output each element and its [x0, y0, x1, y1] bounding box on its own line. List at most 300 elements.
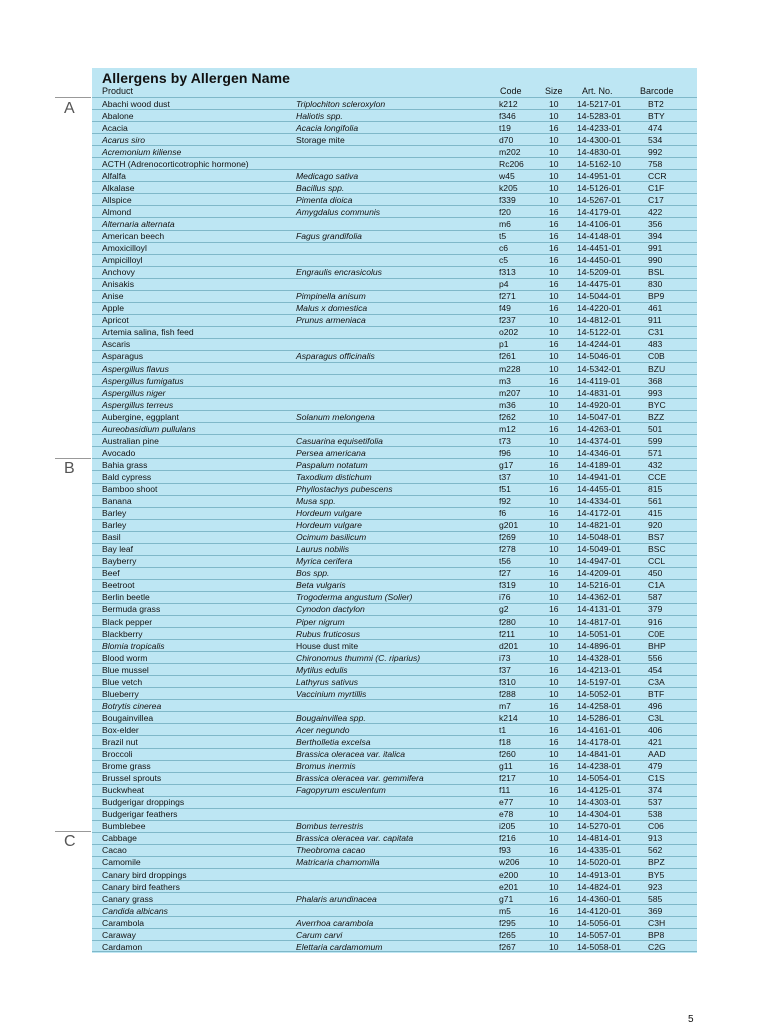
barcode: AAD: [648, 749, 666, 760]
allergen-name: Bougainvillea: [102, 712, 154, 723]
package-size: 10: [549, 399, 559, 410]
barcode: 538: [648, 809, 663, 820]
barcode: 571: [648, 447, 663, 458]
allergen-name: Bald cypress: [102, 471, 152, 482]
scientific-name: Carum carvi: [296, 929, 343, 940]
article-number: 14-4455-01: [577, 484, 621, 494]
allergen-code: e200: [499, 869, 519, 880]
article-number: 14-5057-01: [577, 929, 621, 940]
allergen-name: Broccoli: [102, 749, 133, 760]
package-size: 16: [549, 761, 559, 772]
package-size: 16: [549, 724, 559, 735]
scientific-name: Hordeum vulgare: [296, 520, 362, 531]
table-row: [92, 663, 697, 675]
allergen-table: [92, 97, 697, 952]
article-number: 14-4131-01: [577, 604, 621, 615]
allergen-name: ACTH (Adrenocorticotrophic hormone): [102, 158, 249, 169]
article-number: 14-4830-01: [577, 146, 621, 157]
allergen-name: Anisakis: [102, 279, 134, 290]
allergen-code: d70: [499, 134, 514, 145]
scientific-name: Pimenta dioica: [296, 194, 353, 205]
allergen-name: Alfalfa: [102, 170, 126, 181]
allergen-name: Bahia grass: [102, 459, 148, 470]
allergen-name: Acremonium kiliense: [102, 146, 182, 157]
scientific-name: Bougainvillea spp.: [296, 712, 366, 723]
allergen-code: k205: [499, 182, 518, 193]
allergen-code: d201: [499, 640, 519, 651]
article-number: 14-5054-01: [577, 773, 621, 784]
allergen-name: Canary bird feathers: [102, 881, 180, 892]
allergen-code: f313: [499, 267, 516, 278]
table-row: [92, 796, 697, 808]
article-number: 14-5056-01: [577, 917, 621, 928]
package-size: 10: [549, 773, 559, 784]
allergen-code: f93: [499, 845, 511, 856]
table-row: [92, 928, 697, 940]
table-row: [92, 266, 697, 278]
allergen-name: Carambola: [102, 917, 145, 928]
table-row: [92, 603, 697, 615]
scientific-name: Trogoderma angustum (Solier): [296, 592, 413, 603]
scientific-name: Brassica oleracea var. italica: [296, 749, 406, 760]
allergen-code: e201: [499, 881, 519, 892]
allergen-code: f310: [499, 676, 516, 687]
table-row: [92, 699, 697, 711]
barcode: 421: [648, 736, 663, 747]
allergen-name: Amoxicilloyl: [102, 243, 147, 254]
article-number: 14-5126-01: [577, 182, 621, 193]
allergen-name: Botrytis cinerea: [102, 700, 162, 711]
barcode: C0E: [648, 628, 665, 639]
allergen-name: Beetroot: [102, 580, 135, 591]
table-row: [92, 193, 697, 205]
allergen-name: Asparagus: [102, 351, 144, 362]
scientific-name: House dust mite: [296, 640, 359, 651]
section-divider-b: [55, 458, 91, 459]
package-size: 10: [549, 170, 559, 181]
allergen-name: Ampicilloyl: [102, 255, 143, 266]
barcode: C1S: [648, 773, 665, 784]
package-size: 10: [549, 110, 559, 121]
article-number: 14-5216-01: [577, 580, 621, 591]
package-size: 16: [549, 339, 559, 350]
allergen-code: t1: [499, 724, 507, 735]
article-number: 14-5044-01: [577, 291, 621, 302]
article-number: 14-4941-01: [577, 471, 621, 482]
allergen-code: m202: [499, 146, 521, 157]
allergen-code: g11: [499, 761, 513, 772]
allergen-name: Caraway: [102, 929, 136, 940]
package-size: 16: [549, 255, 559, 266]
table-row: [92, 470, 697, 482]
article-number: 14-4238-01: [577, 761, 621, 772]
table-row: [92, 579, 697, 591]
table-row: [92, 181, 697, 193]
header-art-no: Art. No.: [582, 86, 613, 96]
scientific-name: Elettaria cardamomum: [296, 941, 383, 952]
allergen-code: w206: [499, 857, 520, 868]
allergen-code: t19: [499, 122, 511, 133]
scientific-name: Piper nigrum: [296, 616, 345, 627]
barcode: 406: [648, 724, 663, 735]
barcode: 474: [648, 122, 663, 133]
barcode: 368: [648, 375, 663, 386]
barcode: 815: [648, 484, 663, 494]
allergen-name: Canary bird droppings: [102, 869, 187, 880]
table-row: [92, 326, 697, 338]
scientific-name: Vaccinium myrtillis: [296, 688, 367, 699]
allergen-code: i73: [499, 652, 511, 663]
article-number: 14-4951-01: [577, 170, 621, 181]
scientific-name: Persea americana: [296, 447, 366, 458]
package-size: 16: [549, 568, 559, 579]
article-number: 14-5197-01: [577, 676, 621, 687]
allergen-name: Anchovy: [102, 267, 135, 278]
article-number: 14-4148-01: [577, 231, 621, 242]
article-number: 14-4947-01: [577, 556, 621, 567]
allergen-name: Bay leaf: [102, 544, 134, 555]
barcode: 394: [648, 231, 663, 242]
barcode: 374: [648, 785, 663, 796]
allergen-name: Canary grass: [102, 893, 154, 904]
allergen-code: g2: [499, 604, 509, 615]
package-size: 10: [549, 532, 559, 543]
table-row: [92, 760, 697, 772]
package-size: 10: [549, 821, 559, 832]
package-size: 10: [549, 676, 559, 687]
allergen-code: k214: [499, 712, 518, 723]
package-size: 10: [549, 267, 559, 278]
table-row: [92, 711, 697, 723]
scientific-name: Fagus grandifolia: [296, 231, 362, 242]
barcode: 993: [648, 387, 663, 398]
allergen-code: i76: [499, 592, 511, 603]
table-row: [92, 314, 697, 326]
package-size: 16: [549, 736, 559, 747]
package-size: 16: [549, 484, 559, 494]
barcode: C3H: [648, 917, 666, 928]
allergen-code: f265: [499, 929, 516, 940]
allergen-code: p1: [499, 339, 509, 350]
barcode: 561: [648, 496, 663, 507]
package-size: 10: [549, 411, 559, 422]
table-row: [92, 133, 697, 145]
scientific-name: Bacillus spp.: [296, 182, 345, 193]
allergen-code: m228: [499, 363, 521, 374]
package-size: 10: [549, 580, 559, 591]
barcode: 356: [648, 218, 663, 229]
table-row: [92, 507, 697, 519]
barcode: CCL: [648, 556, 666, 567]
article-number: 14-5267-01: [577, 194, 621, 205]
barcode: C1F: [648, 182, 665, 193]
allergen-name: Buckwheat: [102, 785, 145, 796]
table-row: [92, 290, 697, 302]
package-size: 10: [549, 640, 559, 651]
table-row: [92, 808, 697, 820]
allergen-code: t5: [499, 231, 507, 242]
package-size: 10: [549, 158, 559, 169]
allergen-name: Aureobasidium pullulans: [102, 423, 196, 434]
article-number: 14-5270-01: [577, 821, 621, 832]
table-row: [92, 531, 697, 543]
barcode: C17: [648, 194, 664, 205]
allergen-code: f295: [499, 917, 516, 928]
package-size: 16: [549, 664, 559, 675]
barcode: BTF: [648, 688, 665, 699]
article-number: 14-4244-01: [577, 339, 621, 350]
article-number: 14-4125-01: [577, 785, 621, 796]
barcode: 422: [648, 206, 663, 217]
scientific-name: Storage mite: [296, 134, 345, 145]
allergen-name: Almond: [102, 206, 132, 217]
allergen-code: f319: [499, 580, 516, 591]
package-size: 10: [549, 435, 559, 446]
barcode: 991: [648, 243, 663, 254]
table-row: [92, 242, 697, 254]
package-size: 10: [549, 869, 559, 880]
package-size: 10: [549, 194, 559, 205]
allergen-name: Blue vetch: [102, 676, 143, 687]
barcode: 534: [648, 134, 663, 145]
article-number: 14-4209-01: [577, 568, 621, 579]
table-row: [92, 627, 697, 639]
barcode: 990: [648, 255, 663, 266]
article-number: 14-4334-01: [577, 496, 621, 507]
barcode: C3L: [648, 712, 664, 723]
table-row: [92, 362, 697, 374]
allergen-code: g17: [499, 459, 514, 470]
article-number: 14-5342-01: [577, 363, 621, 374]
allergen-name: Bermuda grass: [102, 604, 161, 615]
table-row: [92, 856, 697, 868]
allergen-name: Aspergillus terreus: [102, 399, 174, 410]
article-number: 14-5048-01: [577, 532, 621, 543]
article-number: 14-5051-01: [577, 628, 621, 639]
table-row: [92, 446, 697, 458]
package-size: 16: [549, 231, 559, 242]
article-number: 14-4161-01: [577, 724, 621, 735]
table-row: [92, 555, 697, 567]
scientific-name: Lathyrus sativus: [296, 676, 359, 687]
article-number: 14-4106-01: [577, 218, 621, 229]
table-row: [92, 904, 697, 916]
article-number: 14-4450-01: [577, 255, 621, 266]
allergen-code: f217: [499, 773, 516, 784]
table-row: [92, 735, 697, 747]
barcode: 916: [648, 616, 663, 627]
barcode: 911: [648, 315, 662, 326]
allergen-code: f216: [499, 833, 516, 844]
barcode: 556: [648, 652, 663, 663]
allergen-code: t73: [499, 435, 511, 446]
allergen-code: f11: [499, 785, 511, 796]
allergen-code: f267: [499, 941, 516, 952]
allergen-name: Aspergillus niger: [102, 387, 166, 398]
package-size: 10: [549, 592, 559, 603]
article-number: 14-4328-01: [577, 652, 621, 663]
package-size: 10: [549, 616, 559, 627]
table-row: [92, 868, 697, 880]
scientific-name: Fagopyrum esculentum: [296, 785, 386, 796]
scientific-name: Phyllostachys pubescens: [296, 484, 393, 494]
barcode: BTY: [648, 110, 665, 121]
table-row: [92, 916, 697, 928]
scientific-name: Medicago sativa: [296, 170, 359, 181]
header-product: Product: [102, 86, 134, 96]
barcode: 379: [648, 604, 663, 615]
scientific-name: Haliotis spp.: [296, 110, 343, 121]
article-number: 14-4300-01: [577, 134, 621, 145]
table-row: [92, 687, 697, 699]
barcode: BZZ: [648, 411, 665, 422]
scientific-name: Acacia longifolia: [296, 122, 359, 133]
table-row: [92, 338, 697, 350]
allergen-code: g201: [499, 520, 519, 531]
table-row: [92, 880, 697, 892]
allergen-code: e77: [499, 797, 514, 808]
package-size: 10: [549, 652, 559, 663]
package-size: 10: [549, 917, 559, 928]
allergen-code: f261: [499, 351, 516, 362]
allergen-code: m207: [499, 387, 521, 398]
article-number: 14-4362-01: [577, 592, 621, 603]
header-size: Size: [545, 86, 563, 96]
package-size: 16: [549, 279, 559, 290]
package-size: 16: [549, 122, 559, 133]
allergen-name: Aspergillus fumigatus: [102, 375, 184, 386]
allergen-name: Blomia tropicalis: [102, 640, 165, 651]
allergen-name: Avocado: [102, 447, 136, 458]
allergen-name: Anise: [102, 291, 124, 302]
barcode: C1A: [648, 580, 665, 591]
allergen-code: f37: [499, 664, 511, 675]
article-number: 14-4258-01: [577, 700, 621, 711]
barcode: 461: [648, 303, 663, 314]
allergen-code: m5: [499, 905, 511, 916]
allergen-name: Cardamon: [102, 941, 143, 952]
scientific-name: Bos spp.: [296, 568, 330, 579]
barcode: 830: [648, 279, 663, 290]
allergen-name: Acacia: [102, 122, 128, 133]
scientific-name: Theobroma cacao: [296, 845, 366, 856]
scientific-name: Brassica oleracea var. capitata: [296, 833, 414, 844]
package-size: 10: [549, 628, 559, 639]
package-size: 10: [549, 929, 559, 940]
table-row: [92, 398, 697, 410]
package-size: 10: [549, 291, 559, 302]
barcode: 369: [648, 905, 663, 916]
article-number: 14-4179-01: [577, 206, 621, 217]
package-size: 16: [549, 459, 559, 470]
allergen-code: w45: [499, 170, 515, 181]
allergen-code: f27: [499, 568, 511, 579]
package-size: 16: [549, 845, 559, 856]
table-row: [92, 230, 697, 242]
page-number: 5: [688, 1014, 694, 1025]
article-number: 14-4346-01: [577, 447, 621, 458]
package-size: 10: [549, 749, 559, 760]
article-number: 14-5047-01: [577, 411, 621, 422]
article-number: 14-4817-01: [577, 616, 621, 627]
allergen-name: Black pepper: [102, 616, 153, 627]
article-number: 14-4178-01: [577, 736, 621, 747]
scientific-name: Brassica oleracea var. gemmifera: [296, 773, 424, 784]
barcode: BZU: [648, 363, 666, 374]
barcode: 501: [648, 423, 663, 434]
barcode: 454: [648, 664, 663, 675]
allergen-code: m3: [499, 375, 511, 386]
allergen-name: Basil: [102, 532, 121, 543]
package-size: 16: [549, 243, 559, 254]
article-number: 14-5283-01: [577, 110, 621, 121]
scientific-name: Triplochiton scleroxylon: [296, 98, 386, 109]
package-size: 10: [549, 351, 559, 362]
allergen-name: Budgerigar droppings: [102, 797, 185, 808]
article-number: 14-4841-01: [577, 749, 621, 760]
table-row: [92, 97, 697, 109]
barcode: BY5: [648, 869, 665, 880]
barcode: 562: [648, 845, 663, 856]
allergen-name: Blueberry: [102, 688, 139, 699]
article-number: 14-4220-01: [577, 303, 621, 314]
scientific-name: Cynodon dactylon: [296, 604, 365, 615]
article-number: 14-4304-01: [577, 809, 621, 820]
scientific-name: Averrhoa carambola: [296, 917, 374, 928]
table-row: [92, 205, 697, 217]
table-row: [92, 410, 697, 422]
allergen-name: Box-elder: [102, 724, 139, 735]
allergen-name: American beech: [102, 231, 165, 242]
article-number: 14-5049-01: [577, 544, 621, 555]
package-size: 10: [549, 857, 559, 868]
barcode: C31: [648, 327, 664, 338]
barcode: 432: [648, 459, 663, 470]
scientific-name: Acer negundo: [296, 724, 350, 735]
allergen-name: Acarus siro: [102, 134, 145, 145]
barcode: 585: [648, 893, 663, 904]
article-number: 14-4913-01: [577, 869, 621, 880]
allergen-name: Alternaria alternata: [102, 218, 175, 229]
section-letter-a: A: [64, 100, 75, 117]
scientific-name: Paspalum notatum: [296, 459, 368, 470]
article-number: 14-4824-01: [577, 881, 621, 892]
table-row: [92, 567, 697, 579]
package-size: 16: [549, 206, 559, 217]
allergen-name: Bumblebee: [102, 821, 146, 832]
scientific-name: Bromus inermis: [296, 761, 356, 772]
article-number: 14-5286-01: [577, 712, 621, 723]
scientific-name: Mytilus edulis: [296, 664, 348, 675]
allergen-code: f237: [499, 315, 516, 326]
allergen-name: Budgerigar feathers: [102, 809, 178, 820]
package-size: 16: [549, 785, 559, 796]
scientific-name: Chironomus thummi (C. riparius): [296, 652, 421, 663]
table-row: [92, 434, 697, 446]
barcode: 923: [648, 881, 663, 892]
scientific-name: Myrica cerifera: [296, 556, 353, 567]
allergen-name: Blue mussel: [102, 664, 149, 675]
allergen-name: Brussel sprouts: [102, 773, 162, 784]
allergen-name: Apple: [102, 303, 124, 314]
barcode: C06: [648, 821, 664, 832]
allergen-name: Brazil nut: [102, 736, 138, 747]
package-size: 10: [549, 447, 559, 458]
allergen-name: Cacao: [102, 845, 127, 856]
scientific-name: Beta vulgaris: [296, 580, 346, 591]
allergen-code: f288: [499, 688, 516, 699]
barcode: 537: [648, 797, 663, 808]
